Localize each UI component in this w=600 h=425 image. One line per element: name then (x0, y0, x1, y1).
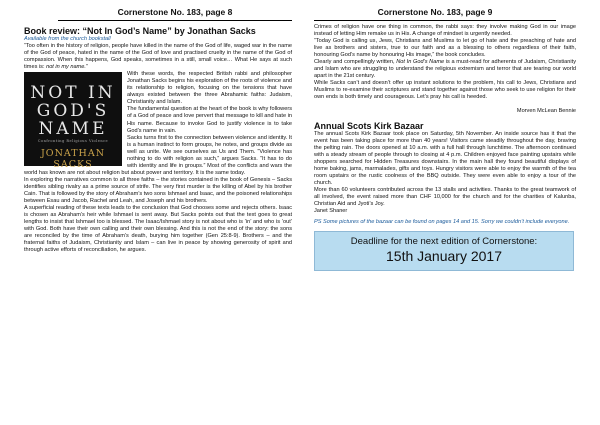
article-title: Book review: “Not In God’s Name” by Jonathan Sacks (24, 26, 256, 36)
deadline-date: 15th January 2017 (386, 248, 502, 265)
bazaar-paragraph-1: The annual Scots Kirk Bazaar took place on Saturday, 5th November. An inside source has it that the event has been taking place for more than 40 years! Visitors came steadily throughout the day, braving the pelting rain. The doors opened at 10 a.m. with a full hall through lunchtime. The afternoon continued with a steady stream of people through to closing at 4 p.m. Children enjoyed face painting upstairs while shoppers searched for Hidden Treasures downstairs. In the main hall they found beautiful displays of home baking, jams, marmalades, gifts and toys. Hungry visitors were able to enjoy the warmth of the tea room upstairs or the rustic coolness of the BBQ outside. They were even able to enjoy a tour of the church. (314, 130, 576, 186)
review-paragraph-7: “Today God is calling us, Jews, Christians and Muslims to let go of hate and the preaching of hate and live as brothers and sisters, true to our faith and as a blessing to others regardless of their faith, honouring God’s name by honouring His image,” the book concludes. (314, 38, 576, 59)
review-paragraph-2: The fundamental question at the heart of the book is why followers of a God of peace and love pervert that message to kill and hate in His name. Because to invoke God to justify violence is to take God’s name in vain. (127, 106, 292, 134)
book-cover-line3: NAME (38, 119, 108, 140)
quote-end: not in my name. (46, 64, 86, 71)
p8-start: Clearly and compellingly written, (314, 59, 397, 66)
review-paragraph-3: Sacks turns first to the connection between violence and identity. It is a human instinct to form groups, he notes, and groups divide as well as unite. We see ourselves as Us and Them. “Violence has nothing to do with religion as such,” argues Sacks. “It has to do with identity and life in groups.” Most of the conflicts and wars the world has known are not about religion but about power and territory. It is the same today. (24, 134, 292, 176)
page-header: Cornerstone No. 183, page 8 (58, 7, 292, 21)
review-paragraph-8 (314, 59, 576, 80)
book-cover-tagline: Confronting Religious Violence (37, 139, 109, 144)
review-paragraph-9: While Sacks can’t and doesn’t offer up instant solutions to the problem, his call to Jews, Christians and Muslims to re-examine their scriptures and stand together against those who seek to use religion for their own ends is both timely and courageous. Let’s pray his call is heeded. (314, 80, 576, 101)
bazaar-title: Annual Scots Kirk Bazaar (314, 120, 424, 131)
page-9 (300, 0, 600, 425)
page-header: Cornerstone No. 183, page 9 (314, 7, 556, 21)
book-title-inline: Not In God’s Name (396, 59, 445, 66)
article-subtitle: Available from the church bookstall (24, 36, 111, 42)
review-paragraph-6: Crimes of religion have one thing in common, the rabbi says: they involve making God in our image instead of letting Him remake us in His. A change of mindset is urgently needed. (314, 24, 576, 38)
quote-close: ” (85, 64, 88, 71)
bazaar-ps: PS Some pictures of the bazaar can be found on pages 14 and 15. Sorry we couldn’t include everyone. (314, 219, 570, 226)
p8-end: is a must-read for adherents of Judaism, Christianity and Islam who are struggling to understand the religious extremism and terror that are tearing our world apart in the 21st century. (314, 59, 576, 80)
opening-quote (24, 43, 292, 71)
bazaar-signature: Janet Shaner (314, 208, 348, 215)
book-cover-line1: NOT IN (30, 83, 116, 104)
deadline-label: Deadline for the next edition of Cornerstone: (350, 236, 538, 248)
review-paragraph-5: A superficial reading of these texts leads to the conclusion that God chooses some and rejects others. Isaac is chosen as Abraham’s heir while Ishmael is sent away. But Sacks points out that the text goes to great lengths to insist that Ishmael too is blessed. The Isaac/Ishmael story is not about who is ‘in’ and who is ‘out’ with God. Both have their own calling and their own blessing. And this is not the end of the story: the sons are reconciled by the time of Abraham’s death, burying him together (Gen 25:8-9). Brothers – and the fraternal faiths of Judaism, Christianity and Islam – can live in peace by showing generosity of spirit and through active efforts of reconciliation, he argues. (24, 205, 292, 254)
review-paragraph-4: In exploring the narratives common to all three faiths – the stories contained in the book of Genesis – Sacks identifies sibling rivalry as a prime source of strife. The very first murder is the killing of Abel by his brother Cain. That is followed by the story of Abraham’s two sons Ishmael and Isaac, and the poisoned relationships between Esau and Jacob, Rachel and Leah, and Joseph and his brothers. (24, 176, 292, 205)
book-cover-line2: GOD'S (36, 101, 110, 122)
book-cover-author: JONATHAN SACKS (40, 148, 106, 171)
review-signature: Morven McLean Bennie (516, 107, 576, 114)
deadline-box (314, 231, 574, 271)
book-cover-image (24, 72, 122, 171)
quote-text: “Too often in the history of religion, people have killed in the name of the God of life, waged war in the name of the God of peace, hated in the name of the God of love and practised cruelty in the name of the God of compassion. When this happens, God speaks, sometimes in a still, small voice… What He says at such times is: (24, 43, 292, 71)
bazaar-paragraph-2: More than 60 volunteers contributed across the 13 stalls and activities. Thanks to the great teamwork of all involved, the event raised more than CHF 10,000 for the church and for the charities of Kalunba, Christian Aid and Jyoti’s Joy. (314, 186, 576, 207)
review-paragraph-1: With these words, the respected British rabbi and philosopher Jonathan Sacks begins his exploration of the roots of violence and its relationship to religion, focusing on the tensions that have always existed between the three Abrahamic faiths: Judaism, Christianity and Islam. (127, 71, 292, 106)
